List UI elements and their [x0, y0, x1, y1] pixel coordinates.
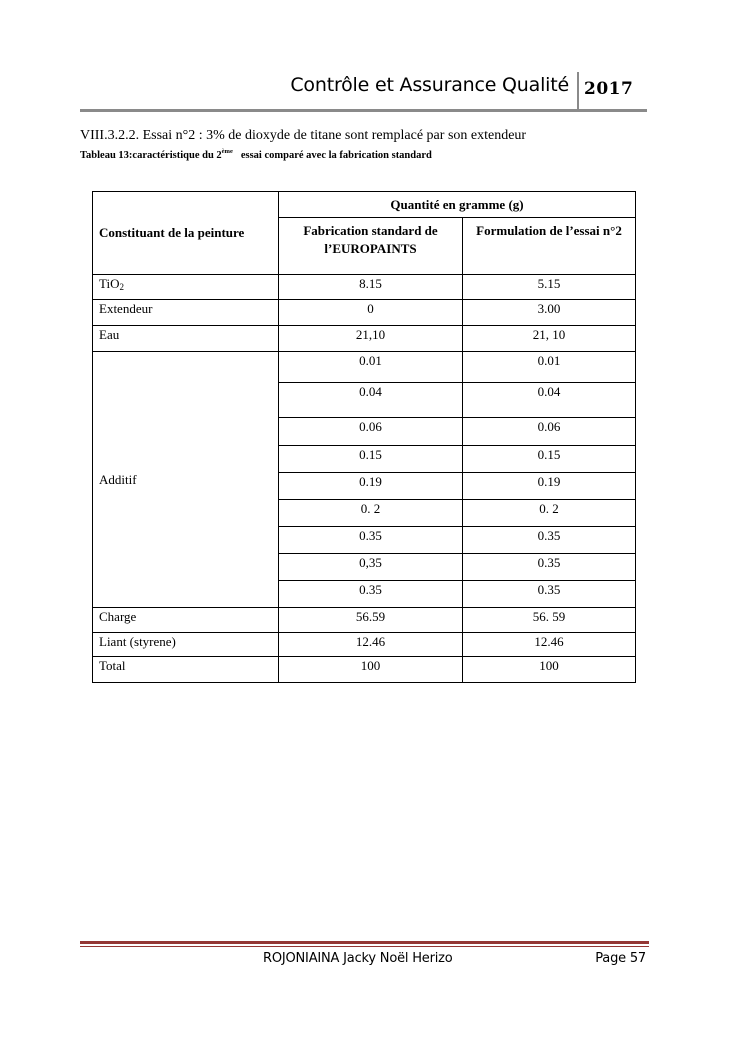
standard-value: 0.35: [279, 527, 463, 554]
standard-value: 8.15: [279, 275, 463, 300]
footer-page-number: Page 57: [595, 951, 646, 966]
section-heading: VIII.3.2.2. Essai n°2 : 3% de dioxyde de titane sont remplacé par son extendeur: [80, 128, 527, 143]
row-label-text: Extendeur: [99, 301, 153, 316]
footer-rule-thick: [80, 941, 649, 944]
trial-value: 0.19: [463, 473, 636, 500]
trial-value: 100: [463, 657, 636, 683]
trial-value: 0.04: [463, 383, 636, 418]
standard-value: 0. 2: [279, 500, 463, 527]
trial-value: 3.00: [463, 300, 636, 326]
quantity-group-header: Quantité en gramme (g): [279, 192, 636, 218]
trial-value: 0.35: [463, 554, 636, 581]
row-label: Total: [93, 657, 279, 683]
standard-value: 0.06: [279, 418, 463, 446]
caption-prefix: Tableau 13:caractéristique du 2: [80, 150, 222, 161]
row-label: [93, 300, 279, 326]
trial-value: 0.35: [463, 527, 636, 554]
standard-value: 0: [279, 300, 463, 326]
table-row: [93, 657, 636, 683]
standard-value: 0.01: [279, 352, 463, 383]
trial-value: 21, 10: [463, 326, 636, 352]
standard-value: 56.59: [279, 608, 463, 633]
table-row: [93, 300, 636, 326]
composition-table: [92, 191, 636, 683]
row-label-text: TiO: [99, 276, 120, 291]
standard-value: 21,10: [279, 326, 463, 352]
trial-value: 56. 59: [463, 608, 636, 633]
trial-value: 0.01: [463, 352, 636, 383]
standard-value: 0.15: [279, 446, 463, 473]
trial-value: 0. 2: [463, 500, 636, 527]
header-title: Contrôle et Assurance Qualité: [290, 74, 569, 96]
additif-label: Additif: [93, 352, 279, 608]
row-label: [93, 275, 279, 300]
standard-value: 0.04: [279, 383, 463, 418]
row-label: [93, 326, 279, 352]
header-separator: [577, 72, 579, 112]
standard-value: 0.35: [279, 581, 463, 608]
trial-value: 5.15: [463, 275, 636, 300]
footer-rule-thin: [80, 946, 649, 947]
standard-value: 12.46: [279, 633, 463, 657]
table-row: [93, 326, 636, 352]
trial-value: 12.46: [463, 633, 636, 657]
caption-suffix: essai comparé avec la fabrication standard: [240, 150, 432, 161]
standard-column-header: Fabrication standard de l’EUROPAINTS: [279, 218, 463, 275]
row-label-subscript: 2: [119, 282, 124, 292]
table-row: [93, 275, 636, 300]
standard-value: 0,35: [279, 554, 463, 581]
header-year: 2017: [584, 79, 634, 99]
table-caption: [80, 150, 432, 161]
footer-author: ROJONIAINA Jacky Noël Herizo: [263, 951, 453, 966]
table-row: [93, 633, 636, 657]
trial-column-header: Formulation de l’essai n°2: [463, 218, 636, 275]
row-label: Liant (styrene): [93, 633, 279, 657]
constituent-header: Constituant de la peinture: [93, 192, 279, 275]
trial-value: 0.35: [463, 581, 636, 608]
standard-value: 0.19: [279, 473, 463, 500]
table-row: [93, 352, 636, 383]
row-label-text: Eau: [99, 327, 120, 342]
standard-value: 100: [279, 657, 463, 683]
header-rule: [80, 109, 647, 112]
trial-value: 0.15: [463, 446, 636, 473]
caption-superscript: ème: [221, 148, 233, 155]
table-row: [93, 608, 636, 633]
row-label: Charge: [93, 608, 279, 633]
trial-value: 0.06: [463, 418, 636, 446]
